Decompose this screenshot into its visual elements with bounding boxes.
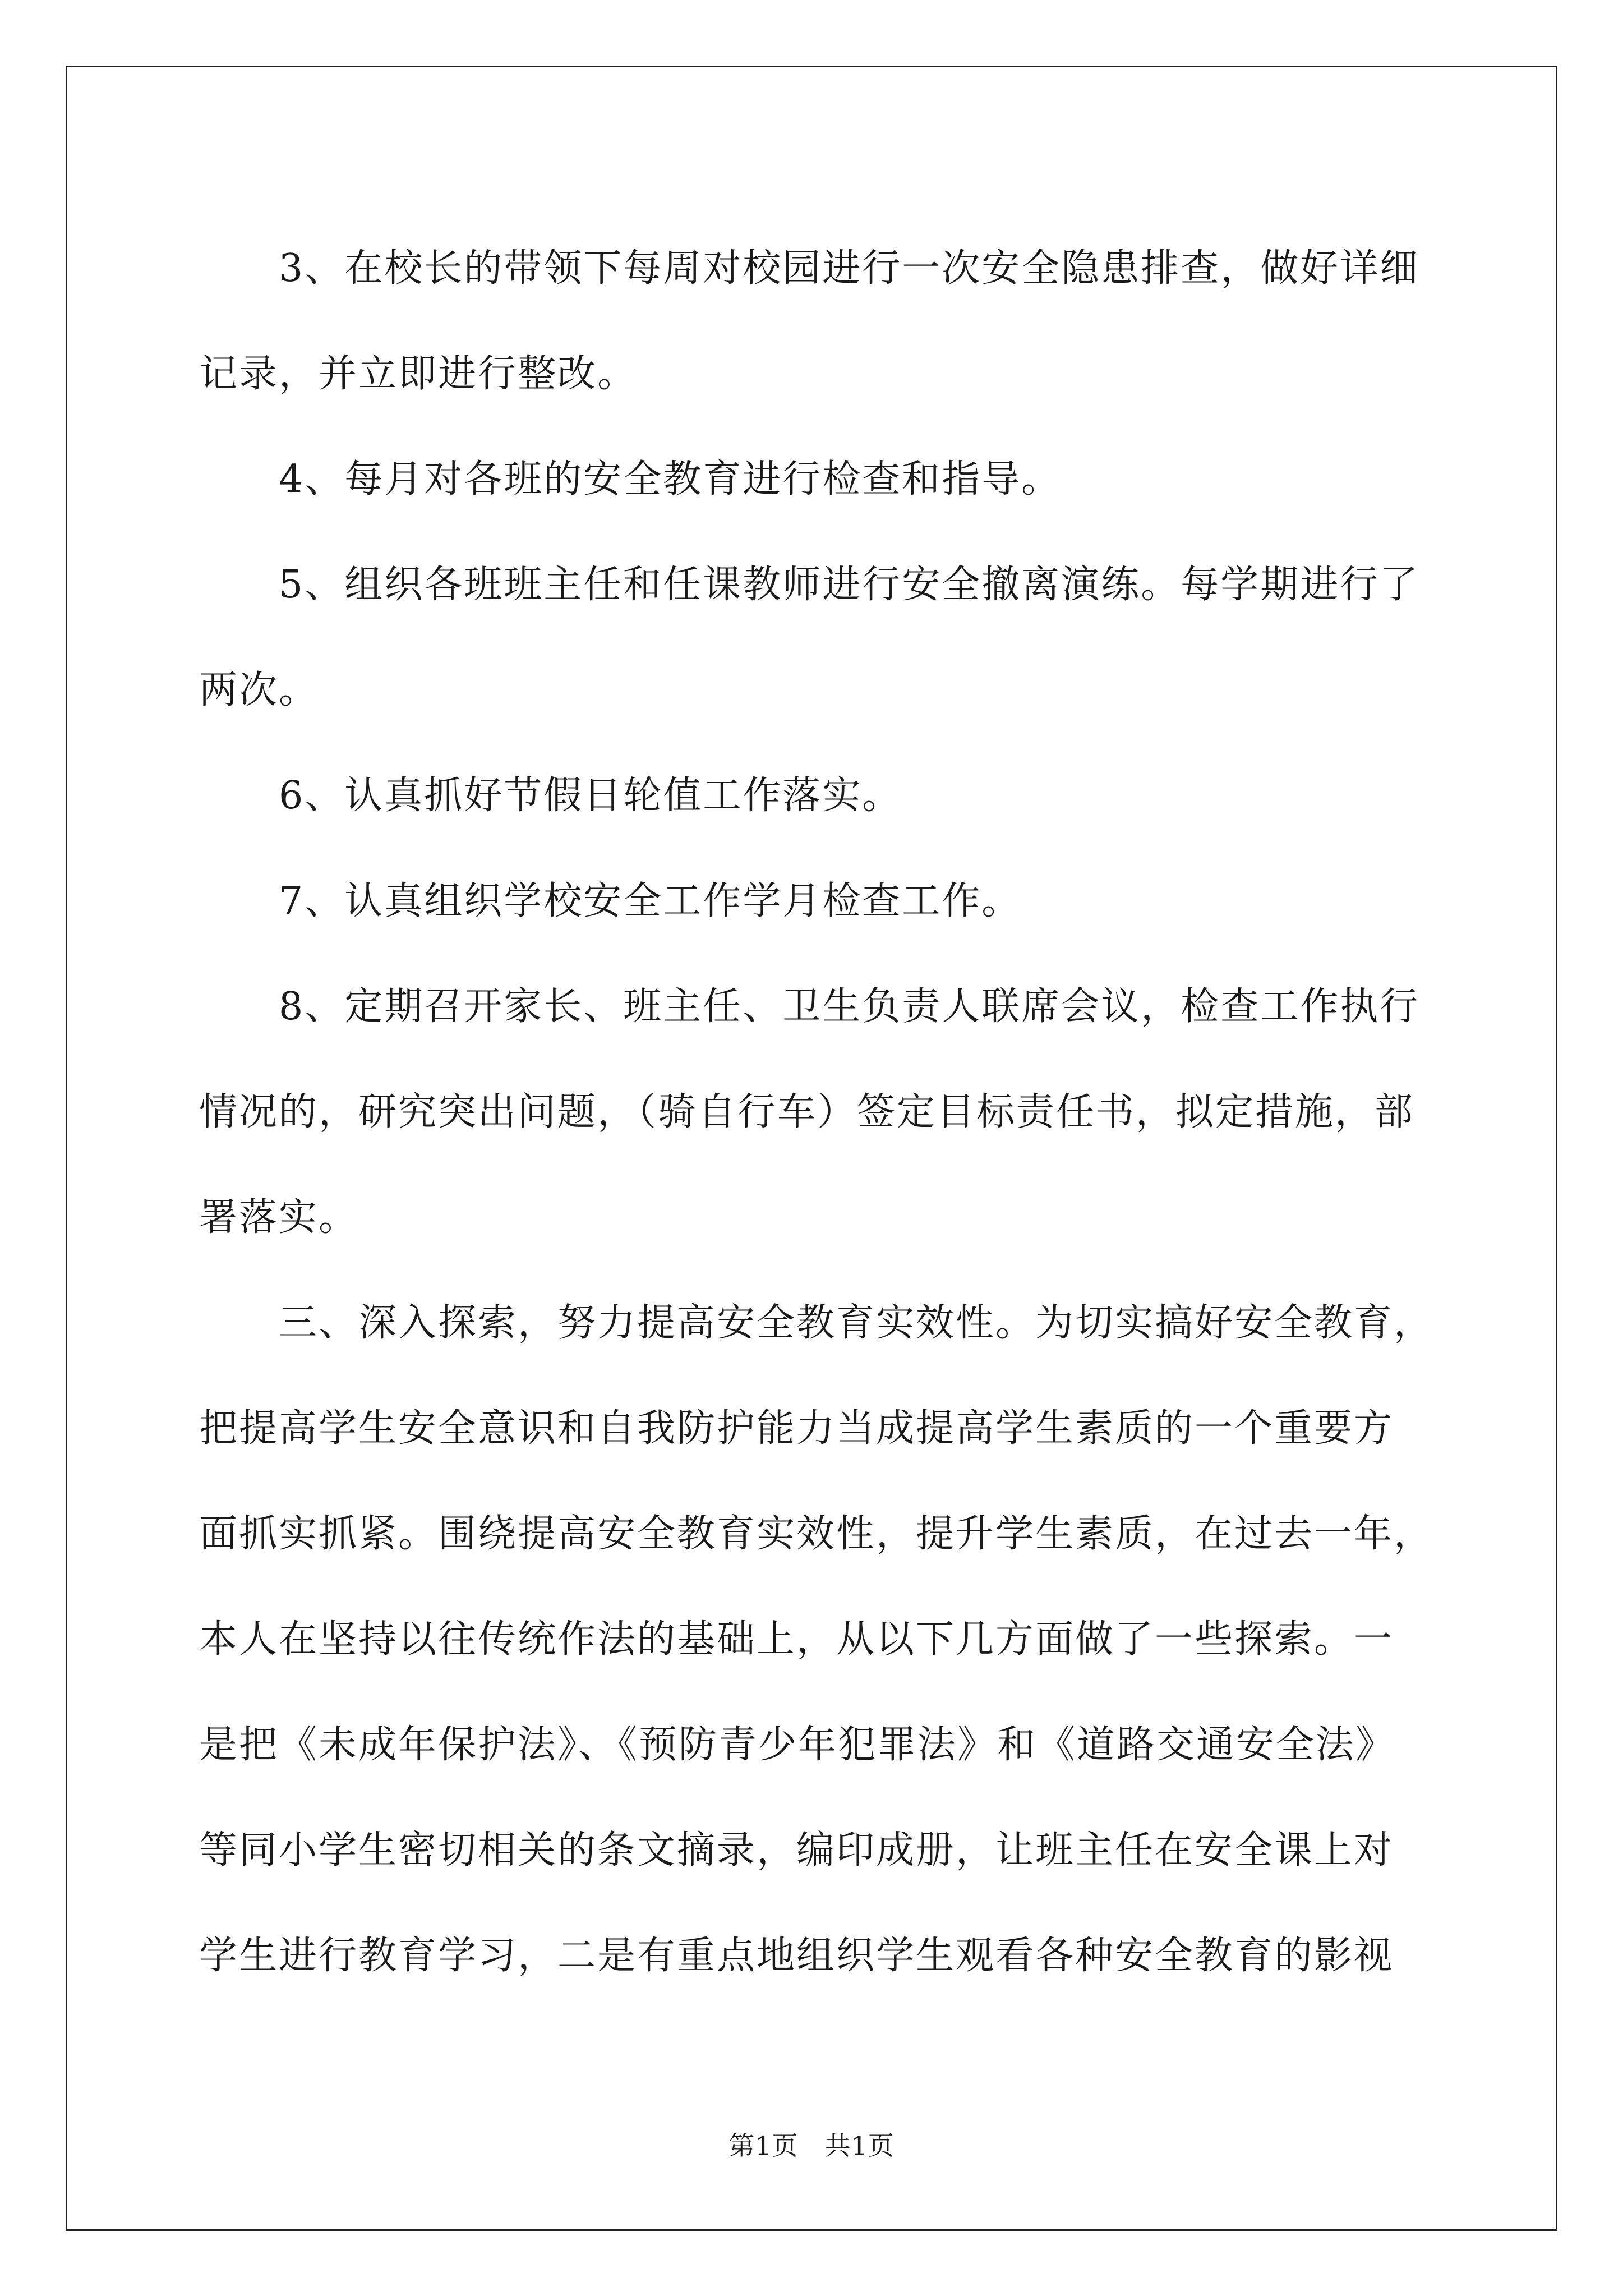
page-footer [0,2129,1623,2162]
text-line: 8、定期召开家长、班主任、卫生负责人联席会议，检查工作执行 [199,984,1420,1029]
text-line: 等同小学生密切相关的条文摘录，编印成册，让班主任在安全课上对 [199,1828,1394,1872]
text-line: 面抓实抓紧。围绕提高安全教育实效性，提升学生素质，在过去一年， [199,1512,1434,1556]
text-line: 情况的，研究突出问题，（骑自行车）签定目标责任书，拟定措施，部 [199,1090,1415,1134]
text-line: 记录，并立即进行整改。 [199,352,638,396]
page-number-label: 第1页 共1页 [728,2131,895,2161]
document-body [199,216,1433,2009]
text-line: 7、认真组织学校安全工作学月检查工作。 [199,879,1022,923]
text-line: 署落实。 [199,1195,359,1240]
text-line: 6、认真抓好节假日轮值工作落实。 [199,774,902,818]
text-line: 两次。 [199,668,319,712]
text-line: 5、组织各班班主任和任课教师进行安全撤离演练。每学期进行了 [199,563,1420,607]
text-line: 本人在坚持以往传统作法的基础上，从以下几方面做了一些探索。一 [199,1617,1394,1662]
text-line: 3、在校长的带领下每周对校园进行一次安全隐患排查，做好详细 [199,246,1420,291]
text-line: 三、深入探索，努力提高安全教育实效性。为切实搞好安全教育， [199,1301,1434,1345]
text-line: 是把《未成年保护法》、《预防青少年犯罪法》和《道路交通安全法》 [199,1723,1396,1767]
text-line: 4、每月对各班的安全教育进行检查和指导。 [199,457,1062,501]
text-line: 学生进行教育学习，二是有重点地组织学生观看各种安全教育的影视 [199,1934,1394,1978]
text-line: 把提高学生安全意识和自我防护能力当成提高学生素质的一个重要方 [199,1406,1394,1451]
